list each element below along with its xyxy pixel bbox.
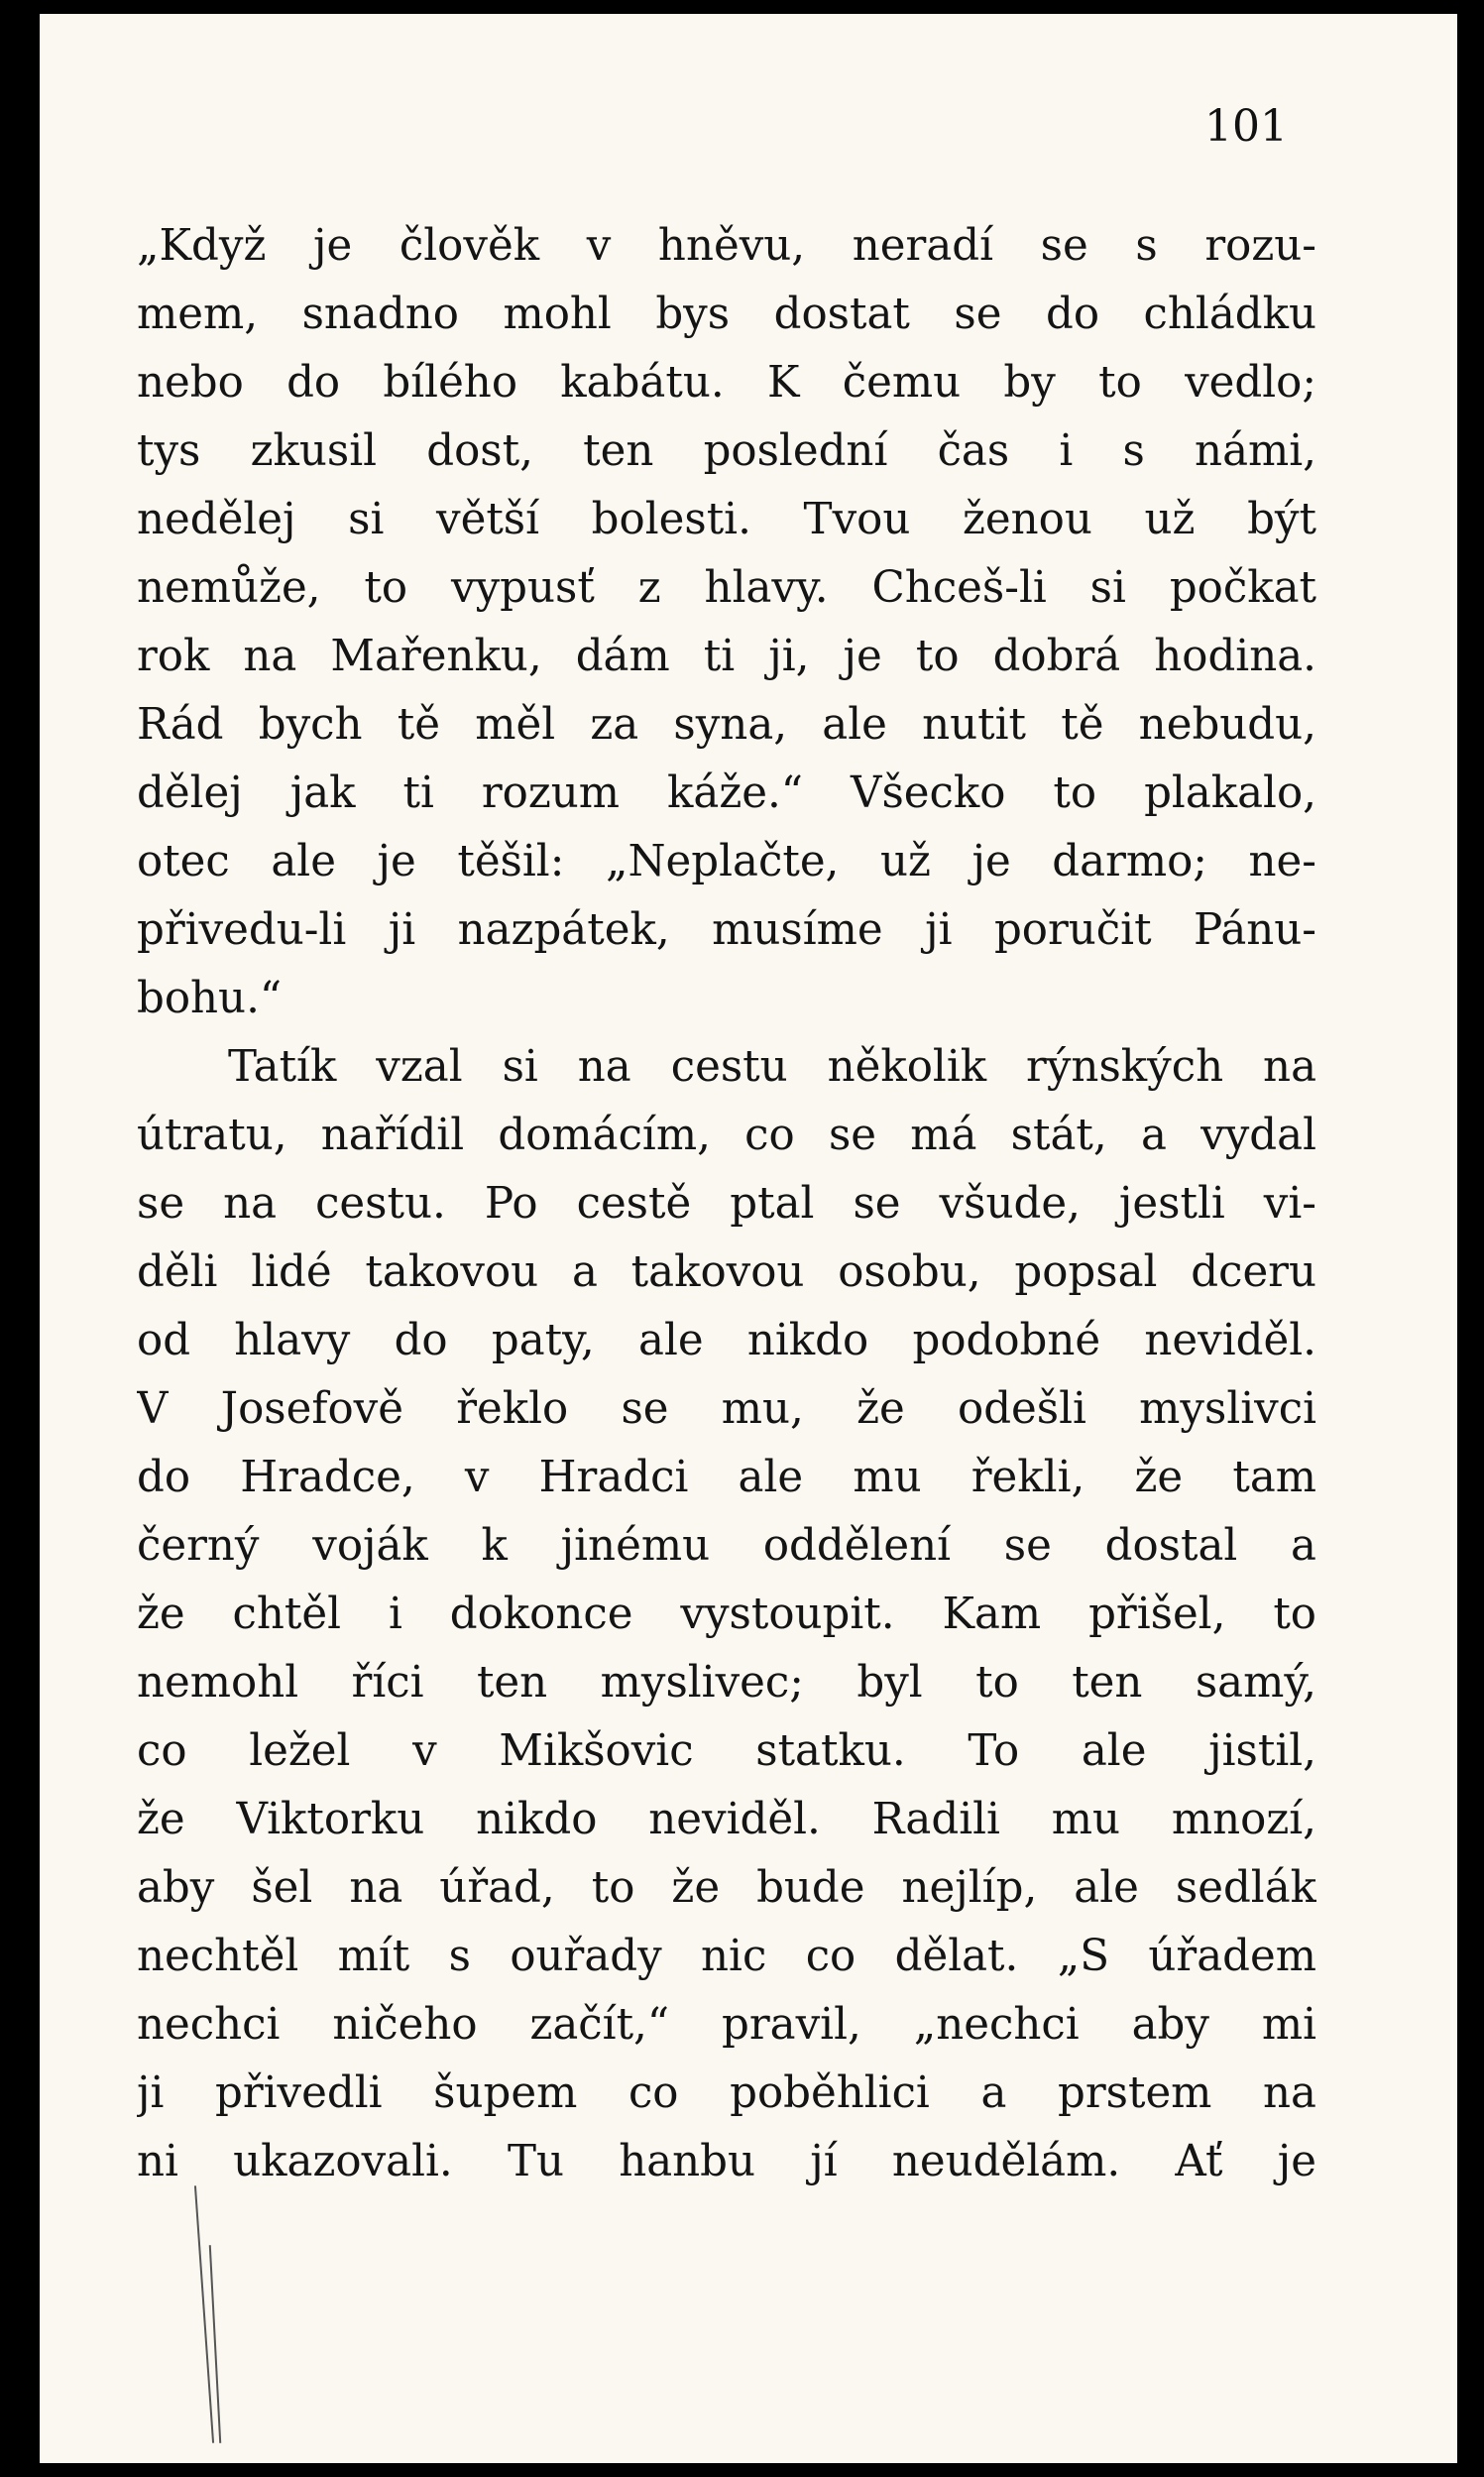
text-line: nemůže, to vypusť z hlavy. Chceš-li si počkat: [137, 563, 1316, 613]
text-line: nemohl říci ten myslivec; byl to ten samý,: [137, 1658, 1316, 1708]
text-line: ni ukazovali. Tu hanbu jí neudělám. Ať je: [137, 2137, 1316, 2186]
page-number: 101: [1204, 101, 1288, 152]
text-line: mem, snadno mohl bys dostat se do chládku: [137, 290, 1316, 339]
text-line: přivedu-li ji nazpátek, musíme ji poručit Pánu-: [137, 905, 1316, 955]
text-line: rok na Mařenku, dám ti ji, je to dobrá hodina.: [137, 632, 1316, 681]
text-line: ji přivedli šupem co poběhlici a prstem na: [137, 2068, 1316, 2118]
text-line: se na cestu. Po cestě ptal se všude, jestli vi-: [137, 1179, 1316, 1229]
text-line: aby šel na úřad, to že bude nejlíp, ale sedlák: [137, 1863, 1316, 1913]
text-line: děli lidé takovou a takovou osobu, popsal dceru: [137, 1247, 1316, 1297]
text-line: dělej jak ti rozum káže.“ Všecko to plakalo,: [137, 768, 1316, 818]
paragraph-end-line: bohu.“: [137, 974, 283, 1023]
text-line: od hlavy do paty, ale nikdo podobné neviděl.: [137, 1316, 1316, 1365]
text-line: nedělej si větší bolesti. Tvou ženou už být: [137, 495, 1316, 544]
text-line: nechtěl mít s ouřady nic co dělat. „S úřadem: [137, 1932, 1316, 1981]
book-page: [40, 14, 1457, 2463]
scan-artifact-line: [194, 2185, 214, 2443]
text-line: nebo do bílého kabátu. K čemu by to vedlo;: [137, 358, 1316, 408]
text-line: V Josefově řeklo se mu, že odešli myslivci: [137, 1384, 1316, 1434]
text-line: „Když je člověk v hněvu, neradí se s rozu-: [137, 221, 1316, 271]
text-line: Rád bych tě měl za syna, ale nutit tě nebudu,: [137, 700, 1316, 750]
text-line: otec ale je těšil: „Neplačte, už je darmo; ne-: [137, 837, 1316, 886]
text-line: černý voják k jinému oddělení se dostal a: [137, 1521, 1316, 1571]
body-text: [137, 212, 1316, 2196]
text-line: tys zkusil dost, ten poslední čas i s námi,: [137, 426, 1316, 476]
text-line: útratu, nařídil domácím, co se má stát, a vydal: [137, 1111, 1316, 1160]
text-line: do Hradce, v Hradci ale mu řekli, že tam: [137, 1453, 1316, 1502]
text-line: co ležel v Mikšovic statku. To ale jistil,: [137, 1726, 1316, 1776]
text-line: nechci ničeho začít,“ pravil, „nechci aby mi: [137, 2000, 1316, 2050]
text-line: že chtěl i dokonce vystoupit. Kam přišel, to: [137, 1590, 1316, 1639]
text-line: že Viktorku nikdo neviděl. Radili mu mnozí,: [137, 1795, 1316, 1844]
paragraph-start-line: Tatík vzal si na cestu několik rýnských na: [228, 1042, 1316, 1092]
